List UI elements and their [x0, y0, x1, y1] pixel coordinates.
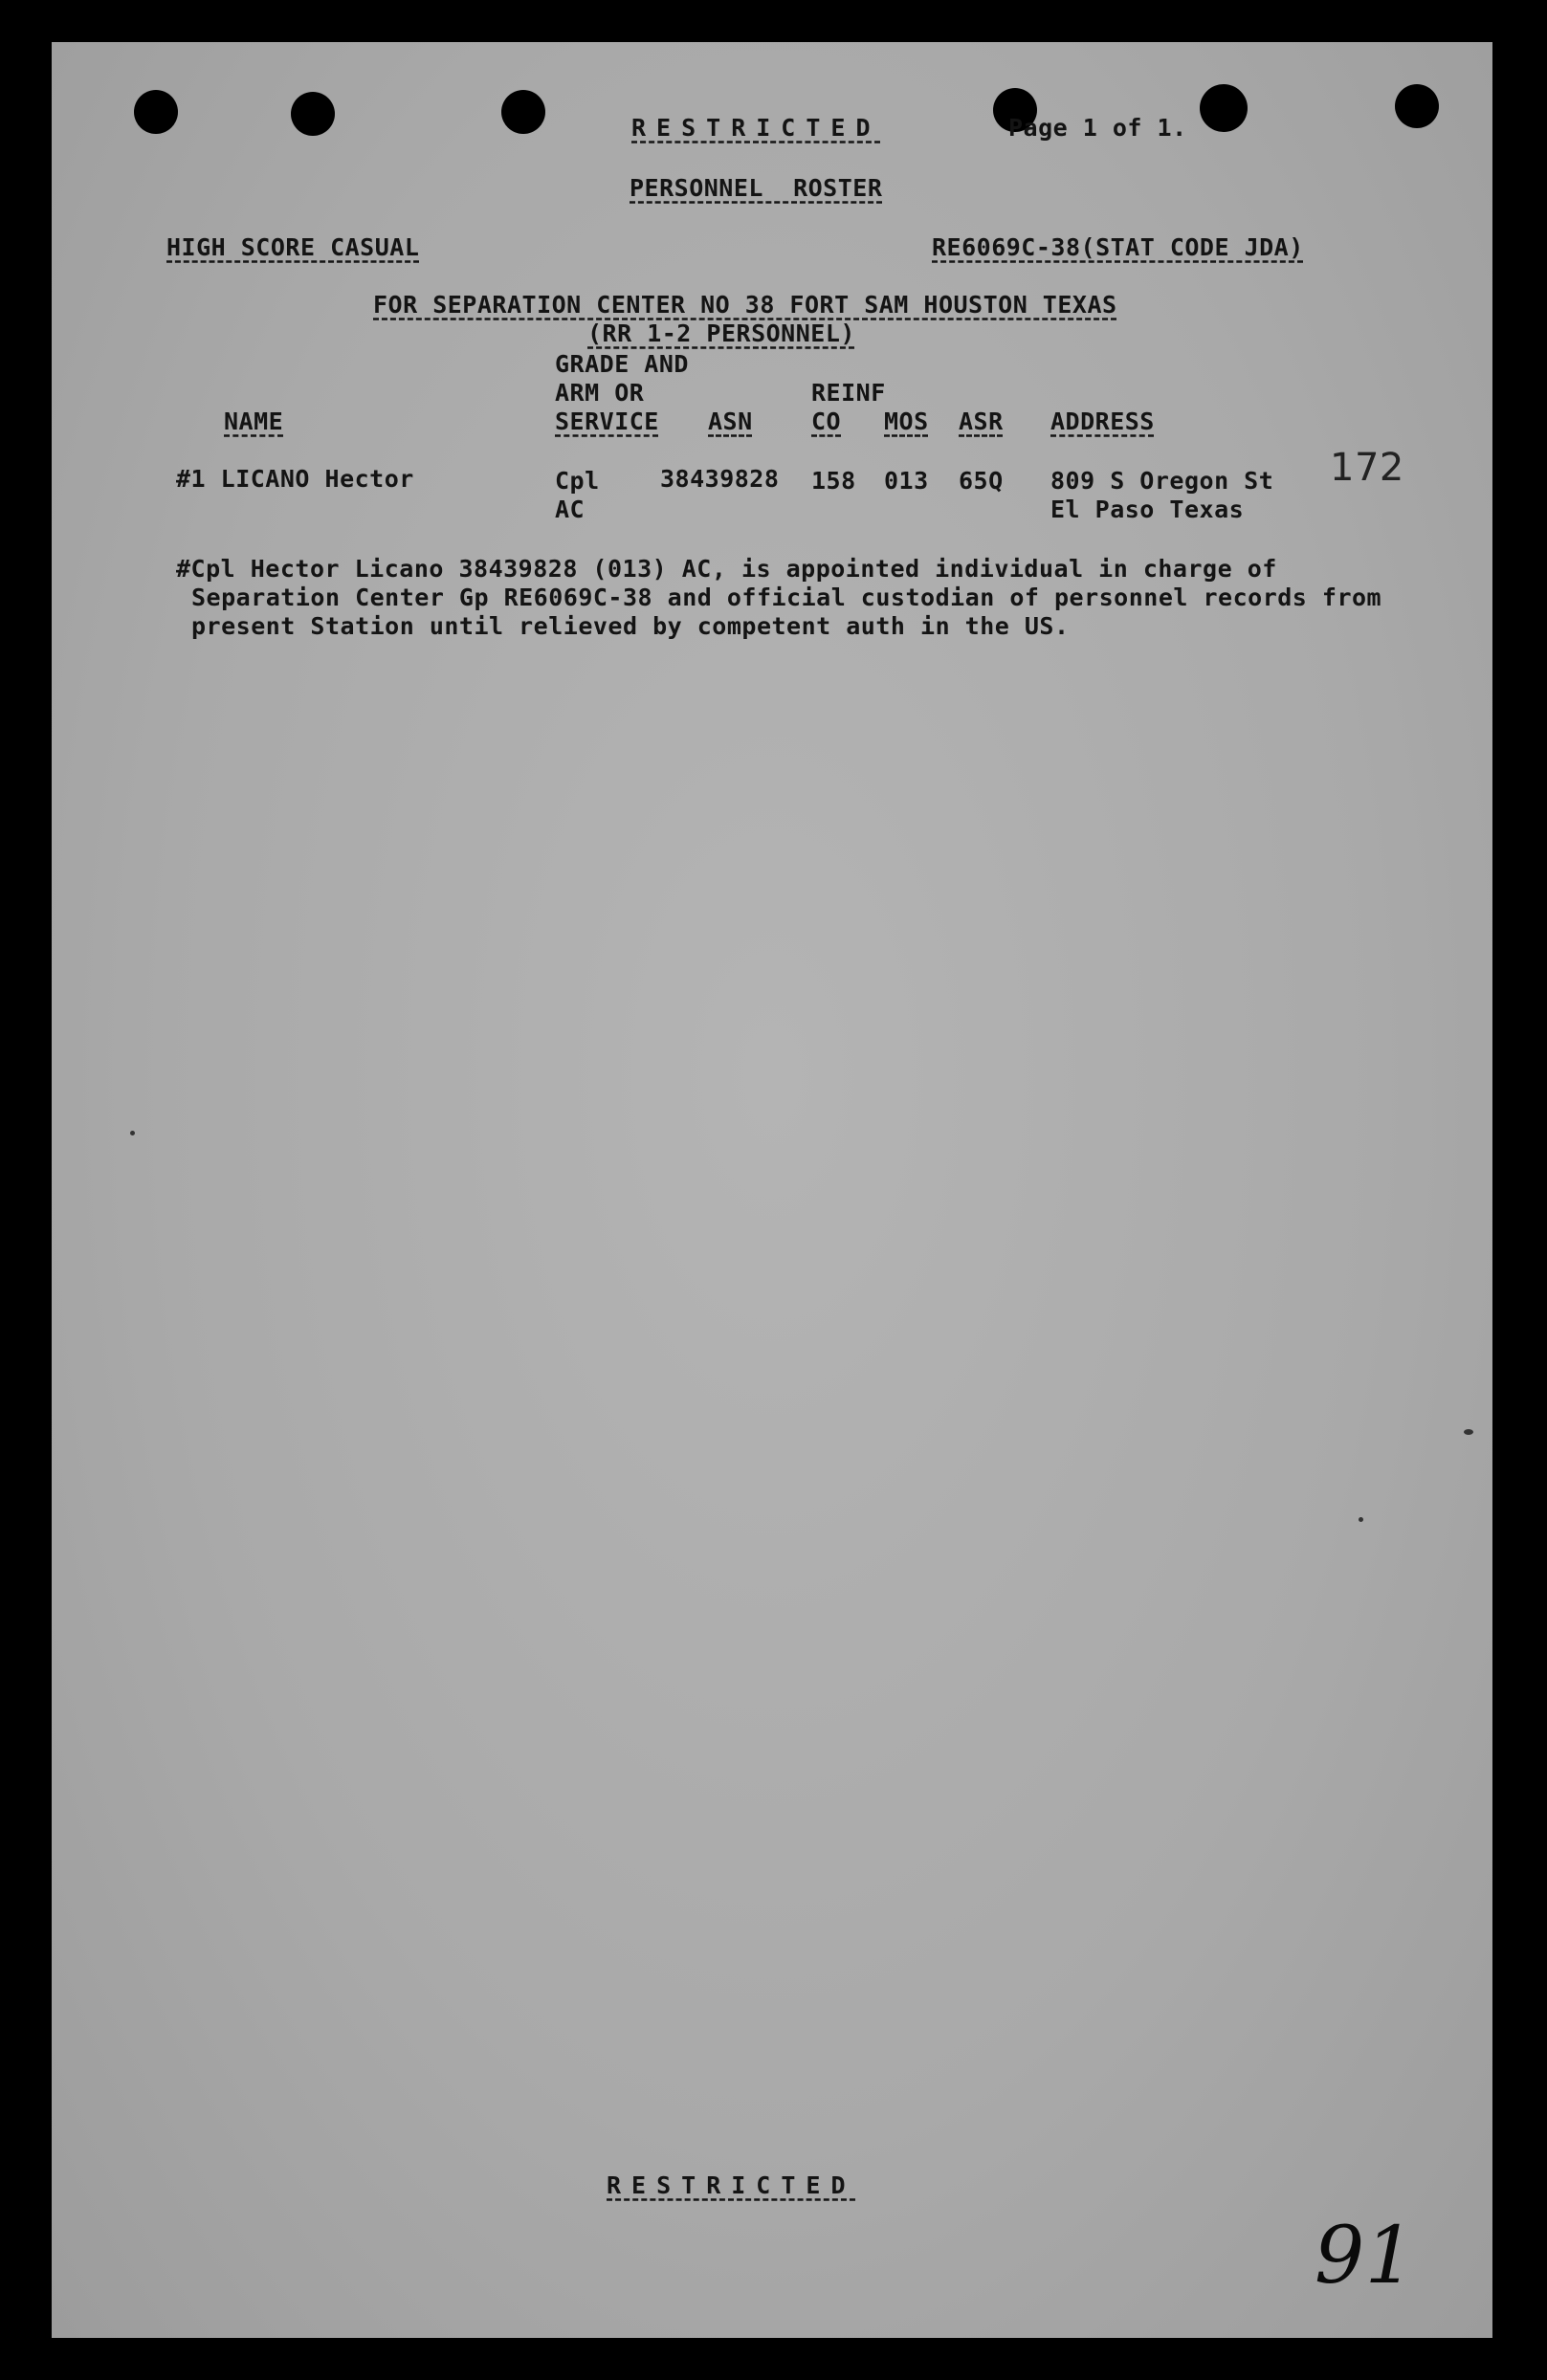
row-address-line1: 809 S Oregon St — [1050, 467, 1274, 495]
paper-speck — [1359, 1517, 1363, 1522]
row-name: #1 LICANO Hector — [176, 465, 414, 493]
row-grade: Cpl — [555, 467, 600, 495]
roster-page — [52, 42, 1492, 2338]
paper-speck — [130, 1131, 135, 1135]
column-header-grade-2: ARM OR — [555, 379, 645, 407]
column-header-name: NAME — [224, 408, 284, 435]
restricted-footer: RESTRICTED — [607, 2171, 856, 2199]
punch-hole — [291, 92, 335, 136]
column-header-asn: ASN — [708, 408, 753, 435]
column-header-address: ADDRESS — [1050, 408, 1155, 435]
note-line-1: #Cpl Hector Licano 38439828 (013) AC, is appointed individual in charge of — [176, 555, 1277, 583]
destination-line: FOR SEPARATION CENTER NO 38 FORT SAM HOUSTON TEXAS — [373, 291, 1117, 319]
subtitle-line: (RR 1-2 PERSONNEL) — [587, 320, 855, 347]
page-indicator: Page 1 of 1. — [1008, 114, 1187, 142]
punch-hole — [134, 90, 178, 134]
punch-hole — [1395, 84, 1439, 128]
row-mos: 013 — [884, 467, 929, 495]
handwritten-page-number: 91 — [1315, 2211, 1416, 2302]
column-header-mos: MOS — [884, 408, 929, 435]
column-header-asr: ASR — [959, 408, 1004, 435]
marginal-number: 172 — [1330, 446, 1404, 490]
column-header-grade-1: GRADE AND — [555, 350, 689, 378]
row-asr: 65Q — [959, 467, 1004, 495]
punch-hole — [1200, 84, 1248, 132]
unit-label: HIGH SCORE CASUAL — [166, 233, 420, 261]
column-header-co: CO — [811, 408, 842, 435]
note-line-2: Separation Center Gp RE6069C-38 and official custodian of personnel records from — [191, 584, 1382, 611]
note-line-3: present Station until relieved by competent auth in the US. — [191, 612, 1070, 640]
row-address-line2: El Paso Texas — [1050, 496, 1245, 523]
shipment-code: RE6069C-38(STAT CODE JDA) — [932, 233, 1304, 261]
column-header-reinf: REINF — [811, 379, 886, 407]
paper-speck — [1464, 1429, 1473, 1435]
restricted-header: RESTRICTED — [631, 114, 881, 142]
row-reinf-co: 158 — [811, 467, 856, 495]
row-asn: 38439828 — [660, 465, 780, 493]
column-header-grade-3: SERVICE — [555, 408, 659, 435]
document-title: PERSONNEL ROSTER — [630, 174, 883, 202]
punch-hole — [501, 90, 545, 134]
row-arm: AC — [555, 496, 586, 523]
